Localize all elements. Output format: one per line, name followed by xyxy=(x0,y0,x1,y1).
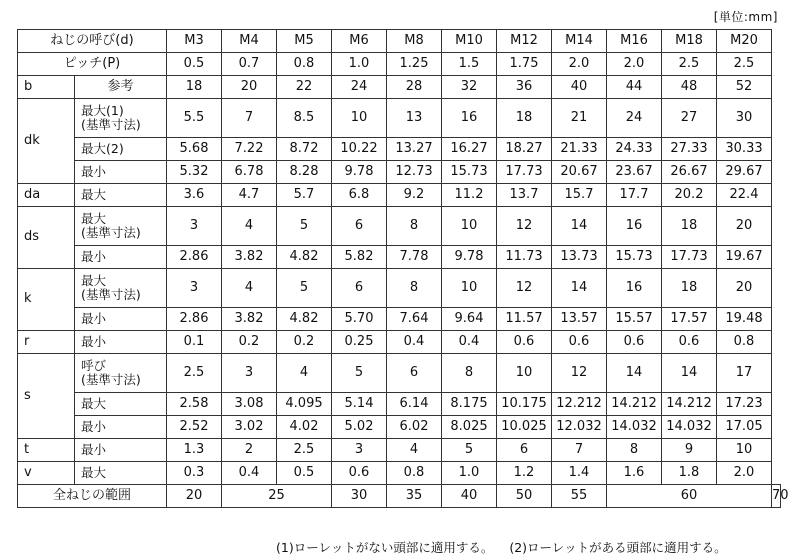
value-cell: 27 xyxy=(662,99,717,138)
value-cell: 0.6 xyxy=(497,331,552,354)
k-min-row xyxy=(18,308,781,331)
value-cell: 30 xyxy=(717,99,772,138)
value-cell: 2.52 xyxy=(167,416,222,439)
dk-max1-sub-line2: (基準寸法) xyxy=(81,117,141,132)
dk-max1-sub-label xyxy=(75,99,167,138)
value-cell: 3 xyxy=(332,439,387,462)
k-label: k xyxy=(18,269,75,331)
t-sub-label: 最小 xyxy=(75,439,167,462)
value-cell: 16.27 xyxy=(442,138,497,161)
value-cell: 12 xyxy=(497,207,552,246)
header-label: ねじの呼び(d) xyxy=(18,30,167,53)
value-cell: 7.64 xyxy=(387,308,442,331)
value-cell: 29.67 xyxy=(717,161,772,184)
value-cell: 14 xyxy=(607,354,662,393)
value-cell: 20.67 xyxy=(552,161,607,184)
value-cell: 12.032 xyxy=(552,416,607,439)
value-cell: 6.78 xyxy=(222,161,277,184)
size-cell: M3 xyxy=(167,30,222,53)
value-cell: 4.02 xyxy=(277,416,332,439)
value-cell: 0.8 xyxy=(387,462,442,485)
value-cell: 5.02 xyxy=(332,416,387,439)
value-cell: 4.82 xyxy=(277,246,332,269)
value-cell: 27.33 xyxy=(662,138,717,161)
value-cell: 7.22 xyxy=(222,138,277,161)
value-cell: 22 xyxy=(277,76,332,99)
value-cell: 0.2 xyxy=(222,331,277,354)
value-cell: 13.73 xyxy=(552,246,607,269)
value-cell: 21 xyxy=(552,99,607,138)
s-nom-row xyxy=(18,354,781,393)
value-cell: 20 xyxy=(717,269,772,308)
value-cell: 13.27 xyxy=(387,138,442,161)
value-cell: 2 xyxy=(222,439,277,462)
b-sub-label: 参考 xyxy=(75,76,167,99)
value-cell: 8 xyxy=(442,354,497,393)
k-max-row xyxy=(18,269,781,308)
value-cell: 11.57 xyxy=(497,308,552,331)
value-cell: 2.86 xyxy=(167,308,222,331)
value-cell: 2.5 xyxy=(277,439,332,462)
dk-max1-sub-line1: 最大(1) xyxy=(81,102,124,118)
size-cell: M10 xyxy=(442,30,497,53)
value-cell: 1.4 xyxy=(552,462,607,485)
size-cell: M18 xyxy=(662,30,717,53)
value-cell: 0.6 xyxy=(607,331,662,354)
value-cell: 1.8 xyxy=(662,462,717,485)
value-cell: 17 xyxy=(717,354,772,393)
value-cell: 6.02 xyxy=(387,416,442,439)
value-cell: 0.3 xyxy=(167,462,222,485)
value-cell: 5 xyxy=(277,207,332,246)
b-row xyxy=(18,76,781,99)
value-cell: 6 xyxy=(387,354,442,393)
value-cell: 5.68 xyxy=(167,138,222,161)
value-cell: 1.6 xyxy=(607,462,662,485)
value-cell: 8.025 xyxy=(442,416,497,439)
v-sub-label: 最大 xyxy=(75,462,167,485)
value-cell: 3 xyxy=(222,354,277,393)
value-cell: 18.27 xyxy=(497,138,552,161)
r-label: r xyxy=(18,331,75,354)
value-cell: 17.73 xyxy=(497,161,552,184)
v-label: v xyxy=(18,462,75,485)
value-cell: 7 xyxy=(552,439,607,462)
value-cell: 2.0 xyxy=(717,462,772,485)
value-cell: 15.7 xyxy=(552,184,607,207)
value-cell: 28 xyxy=(387,76,442,99)
dk-min-sub-label: 最小 xyxy=(75,161,167,184)
size-cell: M16 xyxy=(607,30,662,53)
value-cell: 10.22 xyxy=(332,138,387,161)
s-min-row xyxy=(18,416,781,439)
value-cell: 2.5 xyxy=(662,53,717,76)
value-cell: 6 xyxy=(332,207,387,246)
value-cell: 18 xyxy=(662,269,717,308)
value-cell: 20 xyxy=(222,76,277,99)
value-cell: 20.2 xyxy=(662,184,717,207)
value-cell: 0.6 xyxy=(662,331,717,354)
value-cell: 30.33 xyxy=(717,138,772,161)
value-cell: 10 xyxy=(717,439,772,462)
ds-label: ds xyxy=(18,207,75,269)
da-label: da xyxy=(18,184,75,207)
value-cell: 15.73 xyxy=(607,246,662,269)
value-cell: 17.7 xyxy=(607,184,662,207)
value-cell: 20 xyxy=(167,485,222,508)
value-cell: 17.73 xyxy=(662,246,717,269)
value-cell: 1.2 xyxy=(497,462,552,485)
value-cell: 19.67 xyxy=(717,246,772,269)
pitch-row xyxy=(18,53,781,76)
da-sub-label: 最大 xyxy=(75,184,167,207)
size-cell: M14 xyxy=(552,30,607,53)
value-cell: 70 xyxy=(772,485,781,508)
value-cell: 14.212 xyxy=(607,393,662,416)
value-cell: 4.82 xyxy=(277,308,332,331)
value-cell: 6 xyxy=(332,269,387,308)
value-cell: 5.32 xyxy=(167,161,222,184)
value-cell: 5 xyxy=(277,269,332,308)
value-cell: 2.0 xyxy=(552,53,607,76)
value-cell: 9.78 xyxy=(332,161,387,184)
value-cell: 2.5 xyxy=(167,354,222,393)
value-cell: 30 xyxy=(332,485,387,508)
da-row xyxy=(18,184,781,207)
value-cell: 40 xyxy=(552,76,607,99)
value-cell: 19.48 xyxy=(717,308,772,331)
size-cell: M12 xyxy=(497,30,552,53)
ds-max-sub-line1: 最大 xyxy=(81,210,107,226)
value-cell: 10.025 xyxy=(497,416,552,439)
r-row xyxy=(18,331,781,354)
b-label: b xyxy=(18,76,75,99)
value-cell: 4 xyxy=(222,269,277,308)
value-cell: 8 xyxy=(387,207,442,246)
value-cell: 25 xyxy=(222,485,332,508)
value-cell: 3 xyxy=(167,269,222,308)
value-cell: 1.0 xyxy=(332,53,387,76)
value-cell: 1.0 xyxy=(442,462,497,485)
dk-max2-sub-label: 最大(2) xyxy=(75,138,167,161)
value-cell: 0.4 xyxy=(387,331,442,354)
value-cell: 0.6 xyxy=(552,331,607,354)
value-cell: 0.5 xyxy=(277,462,332,485)
value-cell: 9.2 xyxy=(387,184,442,207)
value-cell: 60 xyxy=(607,485,772,508)
value-cell: 5.82 xyxy=(332,246,387,269)
value-cell: 3.82 xyxy=(222,246,277,269)
s-nom-sub-line1: 呼び xyxy=(81,357,107,373)
k-min-sub-label: 最小 xyxy=(75,308,167,331)
value-cell: 5 xyxy=(442,439,497,462)
value-cell: 10.175 xyxy=(497,393,552,416)
value-cell: 0.5 xyxy=(167,53,222,76)
size-cell: M4 xyxy=(222,30,277,53)
value-cell: 24.33 xyxy=(607,138,662,161)
value-cell: 0.2 xyxy=(277,331,332,354)
footnote-2: (2)ローレットがある頭部に適用する。 xyxy=(509,540,727,555)
value-cell: 17.23 xyxy=(717,393,772,416)
value-cell: 9.64 xyxy=(442,308,497,331)
value-cell: 17.05 xyxy=(717,416,772,439)
s-max-row xyxy=(18,393,781,416)
value-cell: 14.032 xyxy=(607,416,662,439)
s-nom-sub-line2: (基準寸法) xyxy=(81,372,141,387)
size-header-row xyxy=(18,30,781,53)
value-cell: 5.70 xyxy=(332,308,387,331)
s-nom-sub-label xyxy=(75,354,167,393)
value-cell: 0.7 xyxy=(222,53,277,76)
value-cell: 1.25 xyxy=(387,53,442,76)
value-cell: 9.78 xyxy=(442,246,497,269)
footnote-1: (1)ローレットがない頭部に適用する。 xyxy=(276,540,494,555)
value-cell: 20 xyxy=(717,207,772,246)
s-min-sub-label: 最小 xyxy=(75,416,167,439)
value-cell: 36 xyxy=(497,76,552,99)
value-cell: 8 xyxy=(387,269,442,308)
k-max-sub-label xyxy=(75,269,167,308)
value-cell: 4 xyxy=(387,439,442,462)
value-cell: 32 xyxy=(442,76,497,99)
s-label: s xyxy=(18,354,75,439)
value-cell: 8.72 xyxy=(277,138,332,161)
value-cell: 40 xyxy=(442,485,497,508)
value-cell: 10 xyxy=(442,269,497,308)
k-max-sub-line1: 最大 xyxy=(81,272,107,288)
value-cell: 18 xyxy=(167,76,222,99)
value-cell: 9 xyxy=(662,439,717,462)
value-cell: 16 xyxy=(607,207,662,246)
footnote xyxy=(276,538,727,556)
value-cell: 23.67 xyxy=(607,161,662,184)
value-cell: 2.86 xyxy=(167,246,222,269)
value-cell: 6.14 xyxy=(387,393,442,416)
value-cell: 50 xyxy=(497,485,552,508)
value-cell: 3.6 xyxy=(167,184,222,207)
value-cell: 4 xyxy=(222,207,277,246)
value-cell: 6 xyxy=(497,439,552,462)
ds-min-sub-label: 最小 xyxy=(75,246,167,269)
value-cell: 13.57 xyxy=(552,308,607,331)
value-cell: 16 xyxy=(442,99,497,138)
value-cell: 12.73 xyxy=(387,161,442,184)
value-cell: 21.33 xyxy=(552,138,607,161)
value-cell: 2.5 xyxy=(717,53,772,76)
value-cell: 1.5 xyxy=(442,53,497,76)
value-cell: 48 xyxy=(662,76,717,99)
value-cell: 4 xyxy=(277,354,332,393)
value-cell: 16 xyxy=(607,269,662,308)
value-cell: 8.5 xyxy=(277,99,332,138)
value-cell: 6.8 xyxy=(332,184,387,207)
value-cell: 12.212 xyxy=(552,393,607,416)
size-cell: M5 xyxy=(277,30,332,53)
value-cell: 11.73 xyxy=(497,246,552,269)
value-cell: 2.58 xyxy=(167,393,222,416)
value-cell: 17.57 xyxy=(662,308,717,331)
value-cell: 12 xyxy=(497,269,552,308)
full-thread-row xyxy=(18,485,781,508)
unit-label: [単位:mm] xyxy=(713,10,778,24)
ds-max-sub-line2: (基準寸法) xyxy=(81,225,141,240)
value-cell: 2.0 xyxy=(607,53,662,76)
value-cell: 5.5 xyxy=(167,99,222,138)
value-cell: 44 xyxy=(607,76,662,99)
value-cell: 0.8 xyxy=(717,331,772,354)
value-cell: 18 xyxy=(497,99,552,138)
s-max-sub-label: 最大 xyxy=(75,393,167,416)
t-label: t xyxy=(18,439,75,462)
value-cell: 0.25 xyxy=(332,331,387,354)
r-sub-label: 最小 xyxy=(75,331,167,354)
value-cell: 14 xyxy=(662,354,717,393)
value-cell: 5 xyxy=(332,354,387,393)
value-cell: 10 xyxy=(497,354,552,393)
dk-max1-row xyxy=(18,99,781,138)
value-cell: 3.82 xyxy=(222,308,277,331)
value-cell: 7 xyxy=(222,99,277,138)
dk-label: dk xyxy=(18,99,75,184)
size-cell: M8 xyxy=(387,30,442,53)
value-cell: 1.75 xyxy=(497,53,552,76)
value-cell: 3.02 xyxy=(222,416,277,439)
value-cell: 26.67 xyxy=(662,161,717,184)
value-cell: 15.73 xyxy=(442,161,497,184)
value-cell: 24 xyxy=(607,99,662,138)
full-thread-label: 全ねじの範囲 xyxy=(18,485,167,508)
value-cell: 55 xyxy=(552,485,607,508)
value-cell: 3.08 xyxy=(222,393,277,416)
value-cell: 3 xyxy=(167,207,222,246)
value-cell: 4.7 xyxy=(222,184,277,207)
v-row xyxy=(18,462,781,485)
value-cell: 8.175 xyxy=(442,393,497,416)
dimension-table xyxy=(17,29,789,508)
value-cell: 52 xyxy=(717,76,772,99)
value-cell: 0.1 xyxy=(167,331,222,354)
value-cell: 10 xyxy=(442,207,497,246)
value-cell: 1.3 xyxy=(167,439,222,462)
size-cell: M20 xyxy=(717,30,772,53)
value-cell: 0.6 xyxy=(332,462,387,485)
value-cell: 14 xyxy=(552,269,607,308)
value-cell: 14.212 xyxy=(662,393,717,416)
ds-max-sub-label xyxy=(75,207,167,246)
value-cell: 8.28 xyxy=(277,161,332,184)
value-cell: 0.8 xyxy=(277,53,332,76)
value-cell: 14 xyxy=(552,207,607,246)
k-max-sub-line2: (基準寸法) xyxy=(81,287,141,302)
value-cell: 14.032 xyxy=(662,416,717,439)
pitch-label: ピッチ(P) xyxy=(18,53,167,76)
value-cell: 7.78 xyxy=(387,246,442,269)
value-cell: 13 xyxy=(387,99,442,138)
value-cell: 5.14 xyxy=(332,393,387,416)
ds-max-row xyxy=(18,207,781,246)
ds-min-row xyxy=(18,246,781,269)
value-cell: 0.4 xyxy=(442,331,497,354)
value-cell: 12 xyxy=(552,354,607,393)
value-cell: 15.57 xyxy=(607,308,662,331)
value-cell: 0.4 xyxy=(222,462,277,485)
value-cell: 8 xyxy=(607,439,662,462)
dk-min-row xyxy=(18,161,781,184)
value-cell: 18 xyxy=(662,207,717,246)
value-cell: 22.4 xyxy=(717,184,772,207)
value-cell: 13.7 xyxy=(497,184,552,207)
value-cell: 5.7 xyxy=(277,184,332,207)
value-cell: 24 xyxy=(332,76,387,99)
value-cell: 10 xyxy=(332,99,387,138)
dk-max2-row xyxy=(18,138,781,161)
value-cell: 35 xyxy=(387,485,442,508)
value-cell: 4.095 xyxy=(277,393,332,416)
size-cell: M6 xyxy=(332,30,387,53)
t-row xyxy=(18,439,781,462)
value-cell: 11.2 xyxy=(442,184,497,207)
